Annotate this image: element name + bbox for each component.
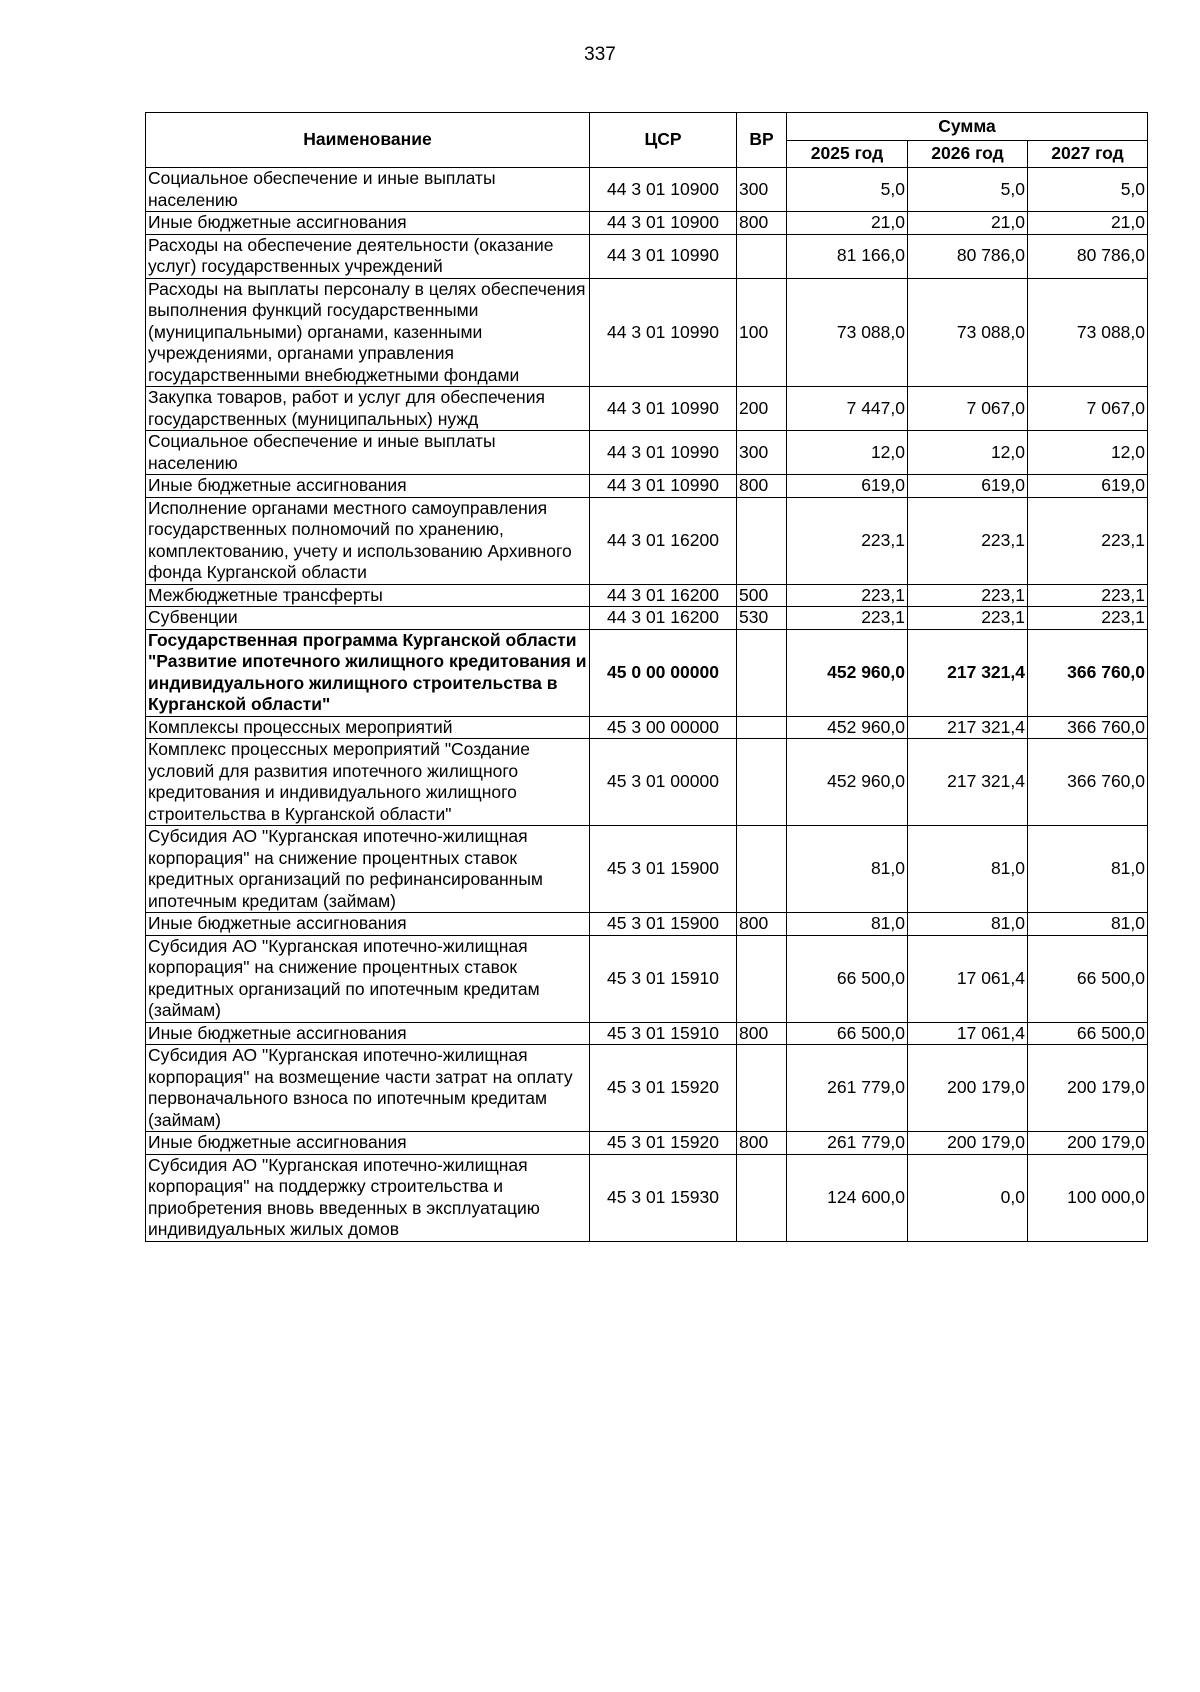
table-row [146, 607, 1148, 630]
row-value-2027: 366 760,0 [1028, 739, 1148, 826]
row-value-2025: 124 600,0 [787, 1154, 908, 1241]
row-name: Социальное обеспечение и иные выплаты населению [146, 168, 590, 212]
row-value-2025: 81 166,0 [787, 234, 908, 278]
row-csr: 45 3 01 15920 [590, 1132, 737, 1155]
row-csr: 45 3 01 00000 [590, 739, 737, 826]
row-csr: 44 3 01 10900 [590, 212, 737, 235]
row-vr [737, 234, 787, 278]
row-value-2026: 81,0 [908, 826, 1028, 913]
header-year-2026: 2026 год [908, 141, 1028, 168]
row-name: Субвенции [146, 607, 590, 630]
row-value-2026: 12,0 [908, 431, 1028, 475]
row-value-2026: 0,0 [908, 1154, 1028, 1241]
row-value-2027: 73 088,0 [1028, 278, 1148, 387]
table-row [146, 1045, 1148, 1132]
row-value-2025: 452 960,0 [787, 629, 908, 716]
row-value-2025: 66 500,0 [787, 1022, 908, 1045]
row-name: Социальное обеспечение и иные выплаты населению [146, 431, 590, 475]
row-value-2025: 261 779,0 [787, 1132, 908, 1155]
row-value-2025: 12,0 [787, 431, 908, 475]
row-value-2026: 80 786,0 [908, 234, 1028, 278]
row-value-2025: 452 960,0 [787, 716, 908, 739]
table-row [146, 234, 1148, 278]
header-name: Наименование [146, 113, 590, 168]
row-value-2025: 223,1 [787, 584, 908, 607]
row-vr [737, 739, 787, 826]
row-name: Субсидия АО "Курганская ипотечно-жилищная корпорация" на возмещение части затрат на оплату первоначального взноса по ипотечным кредитам (займам) [146, 1045, 590, 1132]
table-row [146, 913, 1148, 936]
row-value-2027: 66 500,0 [1028, 935, 1148, 1022]
row-name: Государственная программа Курганской области "Развитие ипотечного жилищного кредитования и индивидуального жилищного строительства в Курганской области" [146, 629, 590, 716]
row-value-2026: 217 321,4 [908, 716, 1028, 739]
row-csr: 44 3 01 10990 [590, 278, 737, 387]
row-value-2026: 619,0 [908, 475, 1028, 498]
row-name: Субсидия АО "Курганская ипотечно-жилищная корпорация" на снижение процентных ставок кредитных организаций по ипотечным кредитам (займам) [146, 935, 590, 1022]
row-value-2025: 261 779,0 [787, 1045, 908, 1132]
row-value-2027: 81,0 [1028, 913, 1148, 936]
row-value-2025: 73 088,0 [787, 278, 908, 387]
row-csr: 45 3 00 00000 [590, 716, 737, 739]
row-vr [737, 629, 787, 716]
row-value-2027: 7 067,0 [1028, 387, 1148, 431]
header-sum: Сумма [787, 113, 1148, 141]
row-value-2025: 452 960,0 [787, 739, 908, 826]
row-value-2026: 200 179,0 [908, 1132, 1028, 1155]
row-value-2025: 5,0 [787, 168, 908, 212]
row-csr: 44 3 01 16200 [590, 497, 737, 584]
row-vr [737, 716, 787, 739]
row-value-2027: 5,0 [1028, 168, 1148, 212]
table-row [146, 497, 1148, 584]
row-value-2025: 81,0 [787, 913, 908, 936]
row-name: Расходы на выплаты персоналу в целях обеспечения выполнения функций государственными (муниципальными) органами, казенными учреждениями, органами управления государственными внебюджетными фондами [146, 278, 590, 387]
row-value-2026: 17 061,4 [908, 935, 1028, 1022]
row-vr [737, 497, 787, 584]
row-csr: 45 0 00 00000 [590, 629, 737, 716]
row-name: Закупка товаров, работ и услуг для обеспечения государственных (муниципальных) нужд [146, 387, 590, 431]
row-csr: 45 3 01 15900 [590, 826, 737, 913]
table-row [146, 584, 1148, 607]
row-value-2025: 619,0 [787, 475, 908, 498]
row-value-2027: 66 500,0 [1028, 1022, 1148, 1045]
row-csr: 44 3 01 10990 [590, 475, 737, 498]
table-row [146, 1154, 1148, 1241]
row-value-2027: 21,0 [1028, 212, 1148, 235]
row-vr: 800 [737, 913, 787, 936]
table-row [146, 278, 1148, 387]
row-vr: 800 [737, 1022, 787, 1045]
row-value-2026: 73 088,0 [908, 278, 1028, 387]
row-vr: 800 [737, 1132, 787, 1155]
row-value-2026: 223,1 [908, 584, 1028, 607]
row-value-2027: 81,0 [1028, 826, 1148, 913]
row-value-2027: 100 000,0 [1028, 1154, 1148, 1241]
header-vr: ВР [737, 113, 787, 168]
row-csr: 44 3 01 10990 [590, 234, 737, 278]
row-value-2027: 223,1 [1028, 584, 1148, 607]
row-vr [737, 1154, 787, 1241]
row-value-2026: 223,1 [908, 497, 1028, 584]
row-vr: 500 [737, 584, 787, 607]
row-vr: 530 [737, 607, 787, 630]
row-csr: 44 3 01 10990 [590, 387, 737, 431]
row-name: Иные бюджетные ассигнования [146, 475, 590, 498]
budget-table [145, 112, 1148, 1242]
row-vr: 800 [737, 212, 787, 235]
row-vr: 800 [737, 475, 787, 498]
row-value-2026: 17 061,4 [908, 1022, 1028, 1045]
row-value-2025: 21,0 [787, 212, 908, 235]
table-body [146, 168, 1148, 1242]
header-row-top [146, 113, 1148, 141]
row-vr [737, 826, 787, 913]
table-row [146, 716, 1148, 739]
table-row [146, 739, 1148, 826]
row-value-2027: 223,1 [1028, 607, 1148, 630]
row-name: Иные бюджетные ассигнования [146, 1022, 590, 1045]
row-value-2026: 217 321,4 [908, 629, 1028, 716]
row-csr: 44 3 01 10990 [590, 431, 737, 475]
row-value-2027: 619,0 [1028, 475, 1148, 498]
row-name: Субсидия АО "Курганская ипотечно-жилищная корпорация" на поддержку строительства и приобретения вновь введенных в эксплуатацию индивидуальных жилых домов [146, 1154, 590, 1241]
header-year-2025: 2025 год [787, 141, 908, 168]
row-value-2026: 21,0 [908, 212, 1028, 235]
row-value-2027: 200 179,0 [1028, 1132, 1148, 1155]
row-vr [737, 1045, 787, 1132]
row-value-2025: 223,1 [787, 497, 908, 584]
row-vr [737, 935, 787, 1022]
row-vr: 300 [737, 168, 787, 212]
row-vr: 100 [737, 278, 787, 387]
row-csr: 44 3 01 16200 [590, 584, 737, 607]
row-value-2025: 7 447,0 [787, 387, 908, 431]
row-csr: 44 3 01 10900 [590, 168, 737, 212]
row-name: Субсидия АО "Курганская ипотечно-жилищная корпорация" на снижение процентных ставок кредитных организаций по рефинансированным ипотечным кредитам (займам) [146, 826, 590, 913]
table-row [146, 629, 1148, 716]
row-value-2025: 81,0 [787, 826, 908, 913]
row-value-2026: 200 179,0 [908, 1045, 1028, 1132]
row-value-2026: 5,0 [908, 168, 1028, 212]
row-value-2027: 366 760,0 [1028, 716, 1148, 739]
table-row [146, 935, 1148, 1022]
table-row [146, 1132, 1148, 1155]
row-csr: 45 3 01 15920 [590, 1045, 737, 1132]
row-value-2026: 217 321,4 [908, 739, 1028, 826]
row-name: Иные бюджетные ассигнования [146, 1132, 590, 1155]
page-number: 337 [584, 44, 616, 65]
row-value-2025: 66 500,0 [787, 935, 908, 1022]
row-csr: 45 3 01 15930 [590, 1154, 737, 1241]
table-row [146, 168, 1148, 212]
row-vr: 200 [737, 387, 787, 431]
table-row [146, 1022, 1148, 1045]
row-value-2027: 80 786,0 [1028, 234, 1148, 278]
row-name: Комплекс процессных мероприятий "Создание условий для развития ипотечного жилищного кредитования и индивидуального жилищного строительства в Курганской области" [146, 739, 590, 826]
table-row [146, 431, 1148, 475]
header-year-2027: 2027 год [1028, 141, 1148, 168]
row-value-2026: 223,1 [908, 607, 1028, 630]
table-row [146, 475, 1148, 498]
row-csr: 45 3 01 15900 [590, 913, 737, 936]
row-value-2026: 7 067,0 [908, 387, 1028, 431]
row-value-2027: 200 179,0 [1028, 1045, 1148, 1132]
row-value-2026: 81,0 [908, 913, 1028, 936]
row-value-2025: 223,1 [787, 607, 908, 630]
row-vr: 300 [737, 431, 787, 475]
row-value-2027: 223,1 [1028, 497, 1148, 584]
row-csr: 45 3 01 15910 [590, 1022, 737, 1045]
table-row [146, 387, 1148, 431]
header-csr: ЦСР [590, 113, 737, 168]
row-value-2027: 12,0 [1028, 431, 1148, 475]
row-name: Иные бюджетные ассигнования [146, 212, 590, 235]
row-value-2027: 366 760,0 [1028, 629, 1148, 716]
table-row [146, 212, 1148, 235]
row-name: Комплексы процессных мероприятий [146, 716, 590, 739]
row-csr: 45 3 01 15910 [590, 935, 737, 1022]
row-name: Исполнение органами местного самоуправления государственных полномочий по хранению, комплектованию, учету и использованию Архивного фонда Курганской области [146, 497, 590, 584]
row-csr: 44 3 01 16200 [590, 607, 737, 630]
row-name: Межбюджетные трансферты [146, 584, 590, 607]
table-row [146, 826, 1148, 913]
row-name: Иные бюджетные ассигнования [146, 913, 590, 936]
row-name: Расходы на обеспечение деятельности (оказание услуг) государственных учреждений [146, 234, 590, 278]
